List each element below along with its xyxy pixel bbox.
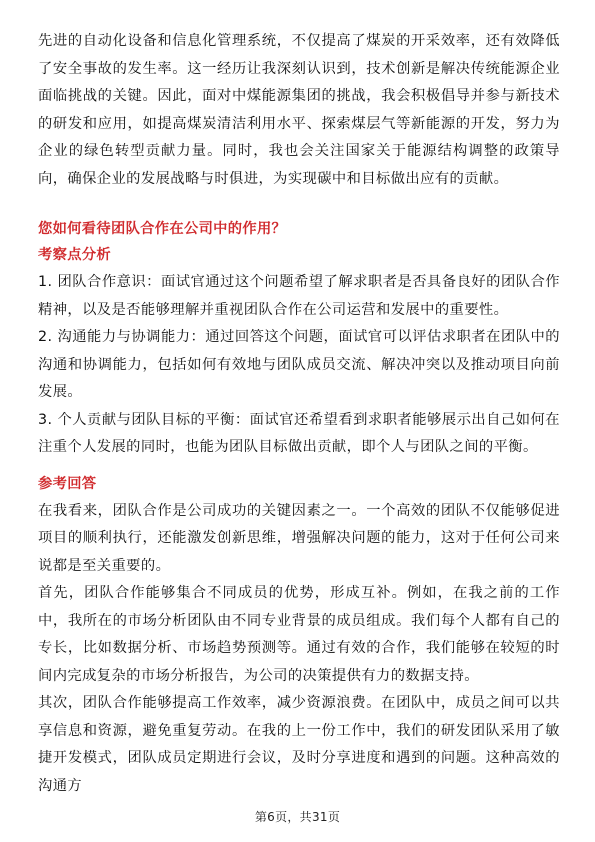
reference-paragraph: 在我看来，团队合作是公司成功的关键因素之一。一个高效的团队不仅能够促进项目的顺利执行，还能激发创新思维，增强解决问题的能力，这对于任何公司来说都是至关重要的。 [38, 502, 560, 574]
analysis-point: 2. 沟通能力与协调能力：通过回答这个问题，面试官可以评估求职者在团队中的沟通和协调能力，包括如何有效地与团队成员交流、解决冲突以及推动项目向前发展。 [38, 329, 560, 400]
document-body [38, 28, 560, 800]
interview-question: 您如何看待团队合作在公司中的作用？ [38, 221, 287, 237]
reference-paragraph: 其次，团队合作能够提高工作效率，减少资源浪费。在团队中，成员之间可以共享信息和资源，避免重复劳动。在我的上一份工作中，我们的研发团队采用了敏捷开发模式，团队成员定期进行会议，及时分享进度和遇到的问题。这种高效的沟通方 [38, 695, 560, 794]
reference-paragraph: 首先，团队合作能够集合不同成员的优势，形成互补。例如，在我之前的工作中，我所在的市场分析团队由不同专业背景的成员组成。我们每个人都有自己的专长，比如数据分析、市场趋势预测等。通过有效的合作，我们能够在较短的时间内完成复杂的市场分析报告，为公司的决策提供有力的数据支持。 [38, 585, 560, 684]
analysis-heading: 考察点分析 [38, 247, 111, 263]
page-number: 第6页，共31页 [254, 810, 341, 824]
analysis-point: 1. 团队合作意识：面试官通过这个问题希望了解求职者是否具备良好的团队合作精神，以及是否能够理解并重视团队合作在公司运营和发展中的重要性。 [38, 274, 560, 318]
intro-paragraph: 先进的自动化设备和信息化管理系统，不仅提高了煤炭的开采效率，还有效降低了安全事故的发生率。这一经历让我深刻认识到，技术创新是解决传统能源企业面临挑战的关键。因此，面对中煤能源集团的挑战，我会积极倡导并参与新技术的研发和应用，如提高煤炭清洁利用水平、探索煤层气等新能源的开发，努力为企业的绿色转型贡献力量。同时，我也会关注国家关于能源结构调整的政策导向，确保企业的发展战略与时俱进，为实现碳中和目标做出应有的贡献。 [38, 33, 560, 187]
analysis-point: 3. 个人贡献与团队目标的平衡：面试官还希望看到求职者能够展示出自己如何在注重个人发展的同时，也能为团队目标做出贡献，即个人与团队之间的平衡。 [38, 411, 560, 455]
reference-heading: 参考回答 [38, 475, 97, 492]
